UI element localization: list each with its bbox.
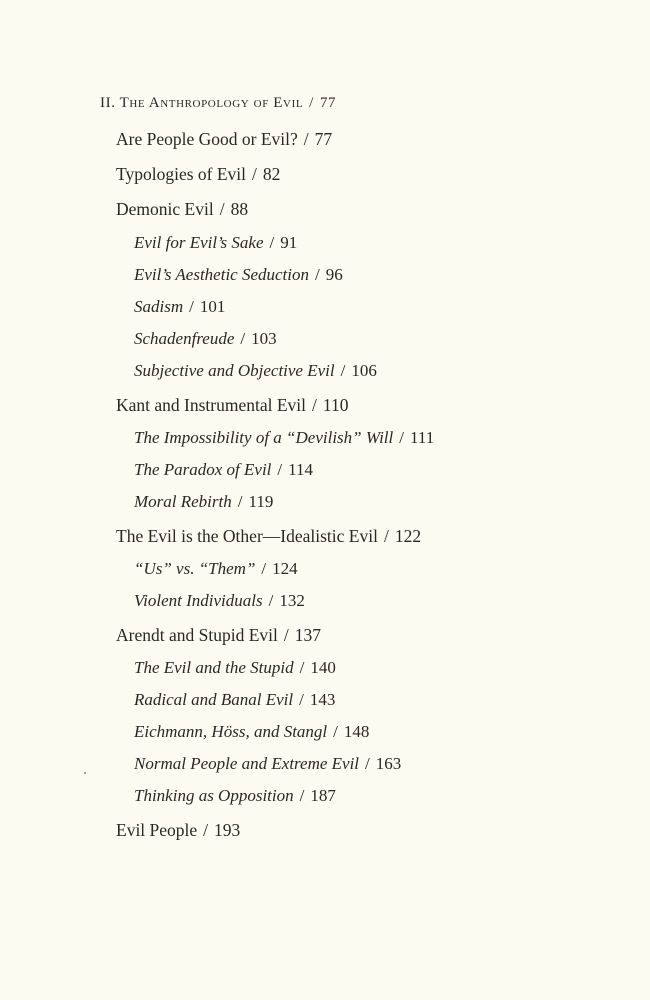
page-number: 124: [272, 559, 298, 578]
toc-subsection-entry: [134, 659, 336, 676]
page-number: 132: [279, 591, 305, 610]
separator: /: [261, 559, 267, 578]
page-number: 77: [319, 95, 337, 111]
page-number: 114: [288, 460, 314, 479]
entry-title: “Us” vs. “Them”: [134, 559, 256, 578]
separator: /: [269, 233, 275, 252]
toc-subsection-entry: [134, 755, 401, 772]
page-number: 103: [251, 329, 277, 348]
separator: /: [340, 361, 346, 380]
page-number: 77: [314, 129, 333, 149]
entry-title: Subjective and Objective Evil: [134, 361, 335, 380]
separator: /: [333, 722, 338, 741]
page-number: 106: [351, 361, 377, 380]
entry-title: Schadenfreude: [134, 329, 235, 348]
entry-title: Radical and Banal Evil: [134, 690, 294, 709]
page-number: 101: [199, 297, 226, 316]
toc-section-entry: [116, 131, 332, 149]
toc-subsection-entry: [134, 592, 305, 609]
toc-subsection-entry: [134, 461, 313, 478]
entry-title: Eichmann, Höss, and Stangl: [134, 722, 328, 741]
page-number: 110: [322, 395, 349, 415]
separator: /: [299, 786, 305, 805]
separator: /: [312, 395, 317, 415]
entry-title: Sadism: [134, 297, 184, 316]
entry-title: Evil’s Aesthetic Seduction: [134, 265, 309, 284]
page-number: 119: [248, 492, 274, 511]
separator: /: [365, 754, 370, 773]
page-number: 88: [230, 199, 249, 219]
page-number: 137: [294, 625, 321, 645]
toc-subsection-entry: [134, 330, 277, 347]
separator: /: [240, 329, 246, 348]
separator: /: [383, 526, 389, 546]
toc-subsection-entry: [134, 723, 369, 740]
chapter-heading: [100, 96, 336, 111]
entry-title: The Evil is the Other—Idealistic Evil: [116, 526, 378, 546]
page-number: 143: [309, 690, 336, 709]
toc-subsection-entry: [134, 493, 273, 510]
entry-title: Are People Good or Evil?: [116, 129, 298, 149]
separator: /: [252, 164, 257, 184]
toc-subsection-entry: [134, 234, 297, 251]
toc-subsection-entry: [134, 429, 434, 446]
page-number: 111: [410, 428, 435, 447]
entry-title: Evil People: [116, 820, 198, 840]
separator: /: [299, 658, 305, 677]
separator: /: [399, 428, 404, 447]
page-number: 122: [394, 526, 422, 546]
toc-subsection-entry: [134, 560, 298, 577]
toc-section-entry: [116, 627, 321, 645]
separator: /: [309, 95, 314, 111]
toc-subsection-entry: [134, 298, 225, 315]
page-number: 82: [262, 164, 281, 184]
toc-subsection-entry: [134, 362, 377, 379]
toc-section-entry: [116, 201, 248, 219]
entry-title: Demonic Evil: [116, 199, 214, 219]
entry-title: The Evil and the Stupid: [134, 658, 294, 677]
entry-title: Typologies of Evil: [116, 164, 247, 184]
toc-section-entry: [116, 166, 280, 184]
entry-title: Arendt and Stupid Evil: [116, 625, 278, 645]
separator: /: [268, 591, 274, 610]
entry-title: The Impossibility of a “Devilish” Will: [134, 428, 394, 447]
separator: /: [277, 460, 283, 479]
paper-speck: [84, 772, 86, 774]
entry-title: Evil for Evil’s Sake: [134, 233, 264, 252]
separator: /: [315, 265, 320, 284]
page-number: 148: [343, 722, 370, 741]
toc-subsection-entry: [134, 787, 336, 804]
chapter-title: II. The Anthropology of Evil: [100, 95, 304, 111]
entry-title: Normal People and Extreme Evil: [134, 754, 360, 773]
entry-title: Moral Rebirth: [134, 492, 232, 511]
page-number: 91: [280, 233, 298, 252]
separator: /: [189, 297, 194, 316]
separator: /: [203, 820, 209, 840]
page-number: 193: [214, 820, 241, 840]
separator: /: [299, 690, 304, 709]
separator: /: [237, 492, 243, 511]
toc-section-entry: [116, 397, 349, 415]
separator: /: [303, 129, 309, 149]
entry-title: Kant and Instrumental Evil: [116, 395, 307, 415]
toc-section-entry: [116, 822, 240, 840]
separator: /: [219, 199, 225, 219]
separator: /: [283, 625, 289, 645]
entry-title: Thinking as Opposition: [134, 786, 294, 805]
entry-title: The Paradox of Evil: [134, 460, 272, 479]
page-number: 96: [325, 265, 343, 284]
page-number: 163: [375, 754, 402, 773]
toc-section-entry: [116, 528, 421, 546]
page-number: 140: [310, 658, 336, 677]
toc-subsection-entry: [134, 691, 335, 708]
entry-title: Violent Individuals: [134, 591, 263, 610]
toc-subsection-entry: [134, 266, 343, 283]
page-number: 187: [310, 786, 336, 805]
